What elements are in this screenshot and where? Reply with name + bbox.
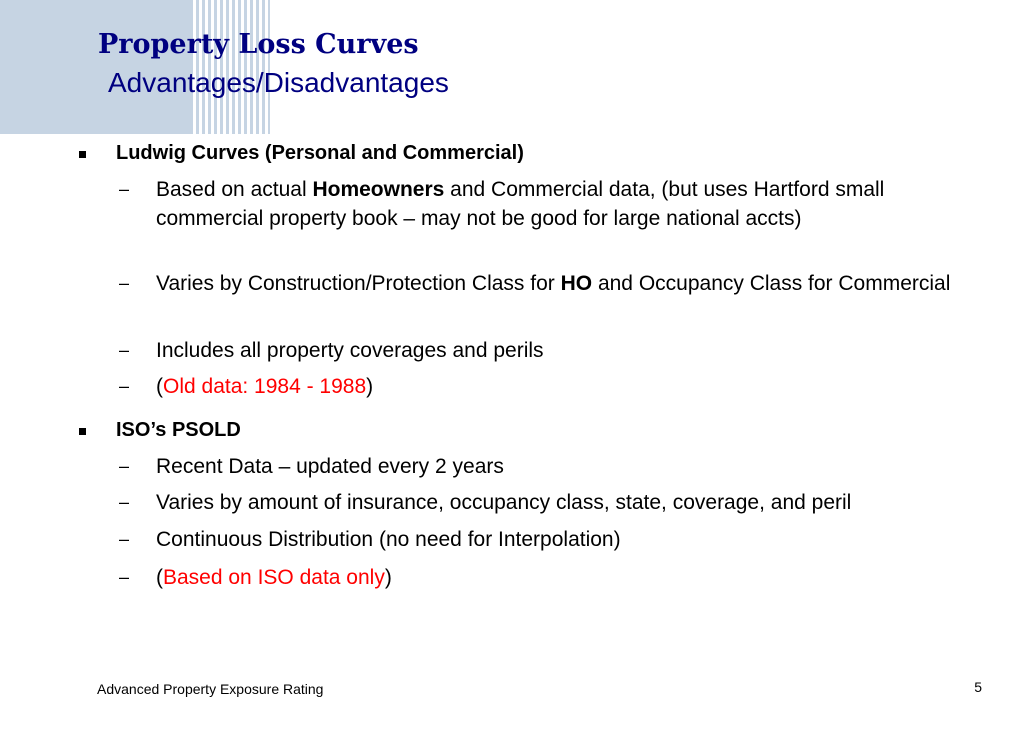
item-text: Recent Data – updated every 2 years xyxy=(156,455,504,478)
dash-bullet-icon: – xyxy=(119,273,130,293)
dash-bullet-icon: – xyxy=(119,376,130,396)
dash-bullet-icon: – xyxy=(119,340,130,360)
slide-subtitle: Advantages/Disadvantages xyxy=(108,67,449,98)
slide-title: Property Loss Curves xyxy=(98,29,419,60)
dash-bullet-icon: – xyxy=(119,567,130,587)
list-item xyxy=(156,525,986,554)
item-text: Varies by Construction/Protection Class for xyxy=(156,272,561,295)
dash-bullet-icon: – xyxy=(119,179,130,199)
item-paren: ( xyxy=(156,375,163,398)
list-item xyxy=(156,563,986,592)
footer-text: Advanced Property Exposure Rating xyxy=(97,681,324,697)
item-highlight-text: Old data: 1984 - 1988 xyxy=(163,375,367,398)
item-text: Based on actual xyxy=(156,178,313,201)
dash-bullet-icon: – xyxy=(119,529,130,549)
item-text: Includes all property coverages and perils xyxy=(156,339,544,362)
list-item xyxy=(156,336,986,365)
item-text: and Commercial data, (but uses Hartford small commercial property book – may not be good for large national accts) xyxy=(156,178,885,230)
page-number: 5 xyxy=(974,679,982,695)
section-heading-ludwig: Ludwig Curves (Personal and Commercial) xyxy=(116,142,524,164)
item-bold-text: Homeowners xyxy=(312,178,445,201)
square-bullet-icon xyxy=(79,428,86,435)
list-item xyxy=(156,488,1016,517)
dash-bullet-icon: – xyxy=(119,492,130,512)
item-paren: ) xyxy=(384,566,392,589)
square-bullet-icon xyxy=(79,151,86,158)
item-text: Varies by amount of insurance, occupancy class, state, coverage, and peril xyxy=(156,491,852,514)
item-text: and Occupancy Class for Commercial xyxy=(592,272,951,295)
list-item xyxy=(156,452,986,481)
list-item xyxy=(156,372,986,401)
item-text: Continuous Distribution (no need for Interpolation) xyxy=(156,528,621,551)
item-bold-text: HO xyxy=(560,272,593,295)
item-paren: ) xyxy=(366,375,374,398)
item-highlight-text: Based on ISO data only xyxy=(163,566,385,589)
dash-bullet-icon: – xyxy=(119,456,130,476)
list-item xyxy=(156,269,986,298)
section-heading-psold: ISO’s PSOLD xyxy=(116,419,241,441)
list-item xyxy=(156,175,986,233)
item-paren: ( xyxy=(156,566,163,589)
